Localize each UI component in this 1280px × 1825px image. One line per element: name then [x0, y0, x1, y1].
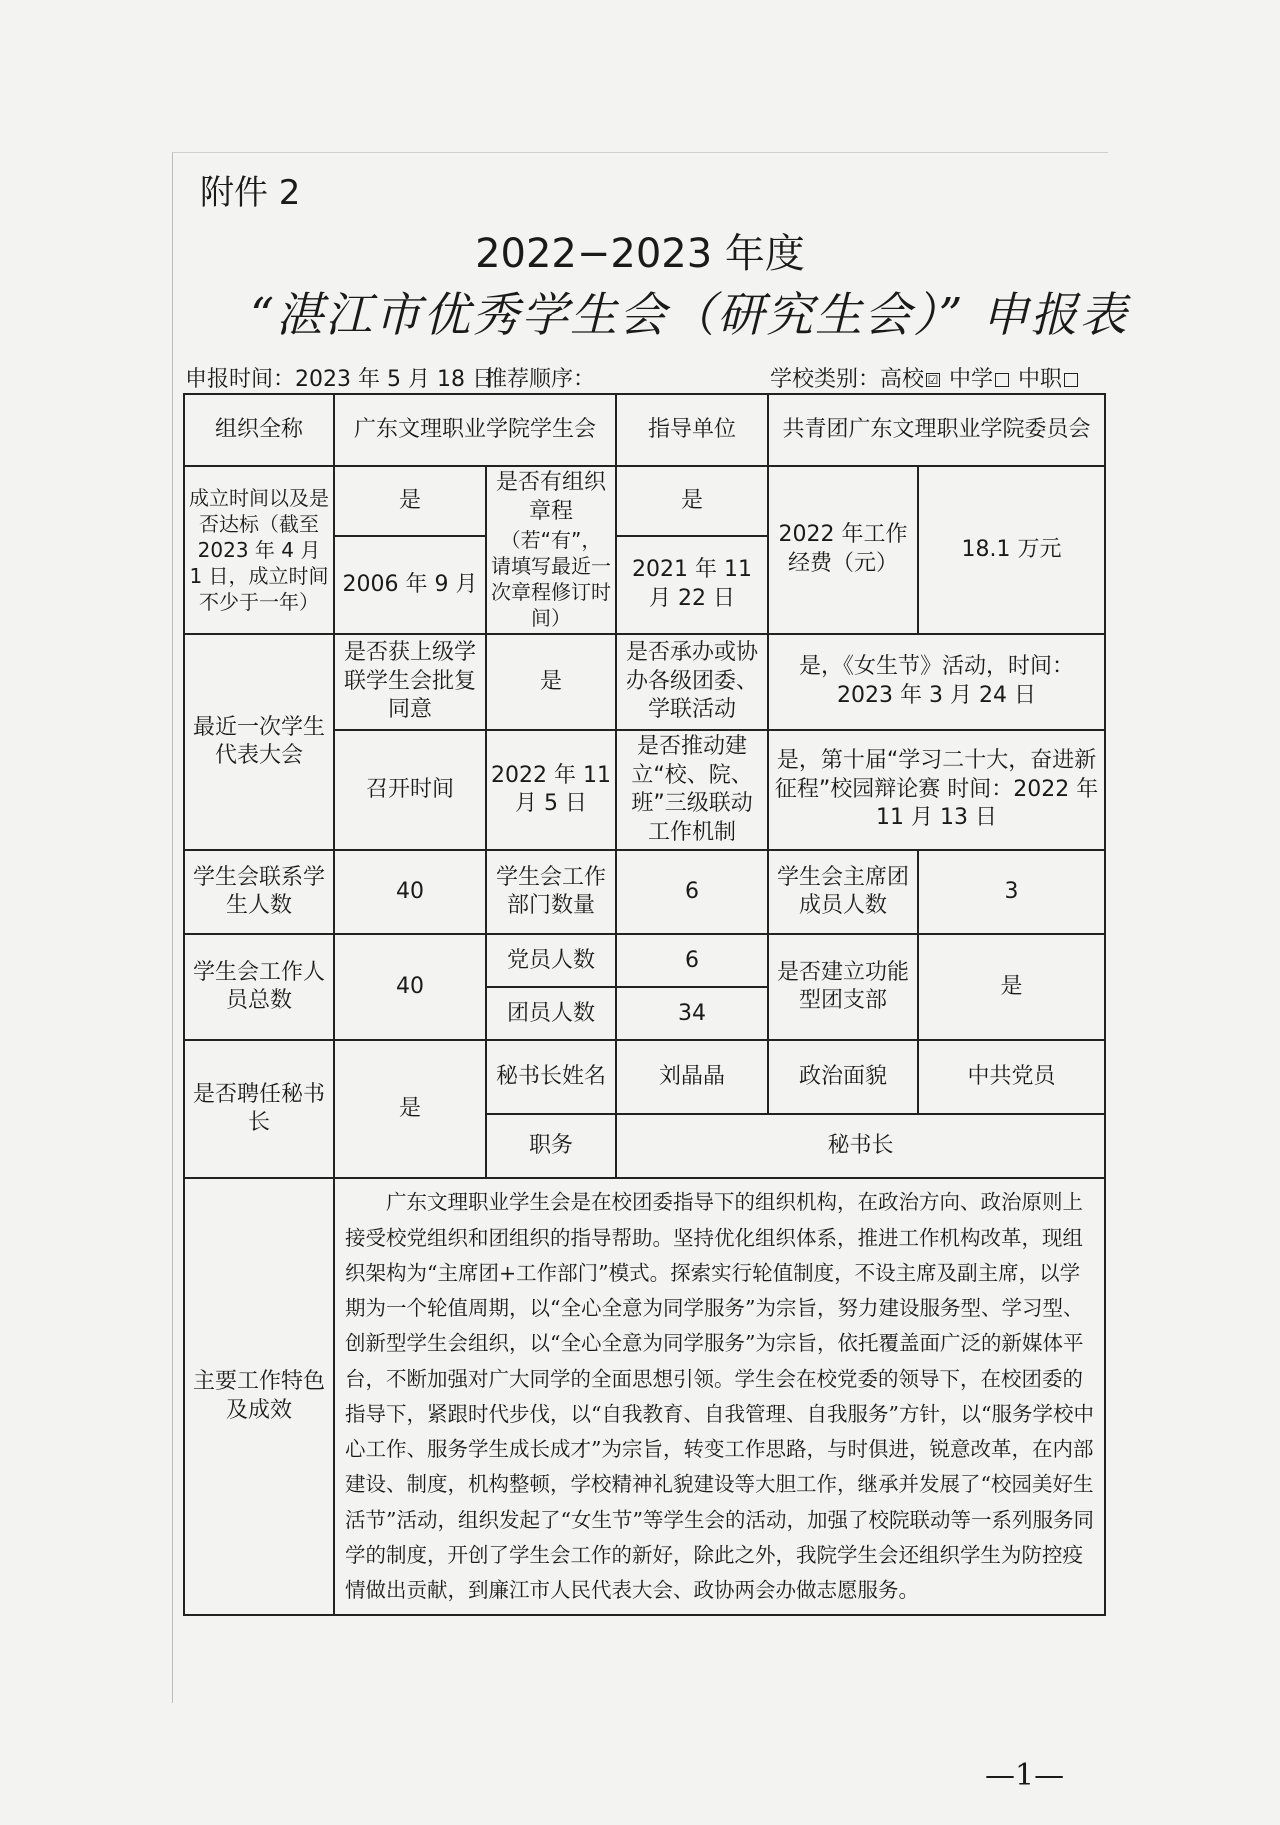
linkage-value[interactable]: 是，第十届“学习二十大，奋进新征程”校园辩论赛 时间：2022 年 11 月 13 日 [768, 730, 1105, 850]
school-type-label: 学校类别： [770, 367, 881, 392]
form-title-year: 2022−2023 年度 [475, 231, 805, 277]
dept-count-label: 学生会工作部门数量 [486, 850, 616, 934]
established-date-value[interactable]: 2006 年 9 月 [334, 536, 486, 634]
option-college: 高校 [880, 367, 925, 392]
presidium-count-label: 学生会主席团成员人数 [768, 850, 918, 934]
checkbox-college[interactable]: ☑ [927, 373, 939, 387]
dept-count-value[interactable]: 6 [616, 850, 768, 934]
recommend-order: 推荐顺序： [485, 367, 596, 392]
secretary-value[interactable]: 是 [334, 1040, 486, 1178]
features-label: 主要工作特色及成效 [184, 1178, 334, 1615]
duty-value[interactable]: 秘书长 [616, 1114, 1105, 1178]
funding-label: 2022 年工作经费（元） [768, 466, 918, 634]
attachment-label: 附件 2 [200, 173, 301, 213]
org-name-value[interactable]: 广东文理职业学院学生会 [334, 394, 616, 466]
contact-count-value[interactable]: 40 [334, 850, 486, 934]
league-count-value[interactable]: 34 [616, 987, 768, 1040]
approval-label: 是否获上级学联学生会批复同意 [334, 634, 486, 730]
contact-count-label: 学生会联系学生人数 [184, 850, 334, 934]
page-number: —1— [985, 1758, 1065, 1793]
option-vocational: 中职 [1018, 367, 1063, 392]
secretary-name-value[interactable]: 刘晶晶 [616, 1040, 768, 1114]
form-title-main: “湛江市优秀学生会（研究生会）” 申报表 [250, 288, 1129, 343]
branch-value[interactable]: 是 [918, 934, 1105, 1040]
politics-value[interactable]: 中共党员 [918, 1040, 1105, 1114]
secretary-label: 是否聘任秘书长 [184, 1040, 334, 1178]
features-text[interactable]: 广东文理职业学生会是在校团委指导下的组织机构，在政治方向、政治原则上接受校党组织和团组织的指导帮助。坚持优化组织体系，推进工作机构改革，现组织架构为“主席团+工作部门”模式。探索实行轮值制度，不设主席及副主席，以学期为一个轮值周期，以“全心全意为同学服务”为宗旨，努力建设服务型、学习型、创新型学生会组织，以“全心全意为同学服务”为宗旨，依托覆盖面广泛的新媒体平台，不断加强对广大同学的全面思想引领。学生会在校党委的领导下，在校团委的指导下，紧跟时代步伐，以“自我教育、自我管理、自我服务”方针，以“服务学校中心工作、服务学生成长成才”为宗旨，转变工作思路，与时俱进，锐意改革，在内部建设、制度，机构整顿，学校精神礼貌建设等大胆工作，继承并发展了“校园美好生活节”活动，组织发起了“女生节”等学生会的活动，加强了校院联动等一系列服务同学的制度，开创了学生会工作的新好，除此之外，我院学生会还组织学生为防控疫情做出贡献，到廉江市人民代表大会、政协两会办做志愿服务。 [334, 1178, 1105, 1615]
established-label: 成立时间以及是否达标（截至 2023 年 4 月 1 日，成立时间不少于一年） [184, 466, 334, 634]
league-count-label: 团员人数 [486, 987, 616, 1040]
branch-label: 是否建立功能型团支部 [768, 934, 918, 1040]
application-form-table [183, 393, 1106, 1616]
approval-value[interactable]: 是 [486, 634, 616, 730]
congress-label: 最近一次学生代表大会 [184, 634, 334, 850]
guide-unit-label: 指导单位 [616, 394, 768, 466]
charter-note: （若“有”，请填写最近一次章程修订时间） [491, 527, 611, 630]
secretary-name-label: 秘书长姓名 [486, 1040, 616, 1114]
guide-unit-value[interactable]: 共青团广东文理职业学院委员会 [768, 394, 1105, 466]
meeting-time-value[interactable]: 2022 年 11 月 5 日 [486, 730, 616, 850]
host-activity-value[interactable]: 是，《女生节》活动，时间：2023 年 3 月 24 日 [768, 634, 1105, 730]
presidium-count-value[interactable]: 3 [918, 850, 1105, 934]
charter-value[interactable]: 是 [616, 466, 768, 536]
checkbox-middle-school[interactable] [995, 373, 1009, 387]
meeting-time-label: 召开时间 [334, 730, 486, 850]
org-name-label: 组织全称 [184, 394, 334, 466]
option-middle-school: 中学 [949, 367, 994, 392]
staff-total-label: 学生会工作人员总数 [184, 934, 334, 1040]
charter-label-text: 是否有组织章程 [496, 470, 607, 524]
established-compliant-value[interactable]: 是 [334, 466, 486, 536]
submit-date: 申报时间：2023 年 5 月 18 日 [185, 367, 494, 392]
politics-label: 政治面貌 [768, 1040, 918, 1114]
charter-label [486, 466, 616, 634]
duty-label: 职务 [486, 1114, 616, 1178]
party-count-value[interactable]: 6 [616, 934, 768, 987]
funding-value[interactable]: 18.1 万元 [918, 466, 1105, 634]
party-count-label: 党员人数 [486, 934, 616, 987]
charter-revision-date[interactable]: 2021 年 11 月 22 日 [616, 536, 768, 634]
school-type [770, 362, 1080, 393]
host-activity-label: 是否承办或协办各级团委、学联活动 [616, 634, 768, 730]
staff-total-value[interactable]: 40 [334, 934, 486, 1040]
linkage-label: 是否推动建立“校、院、班”三级联动工作机制 [616, 730, 768, 850]
checkbox-vocational[interactable] [1064, 373, 1078, 387]
